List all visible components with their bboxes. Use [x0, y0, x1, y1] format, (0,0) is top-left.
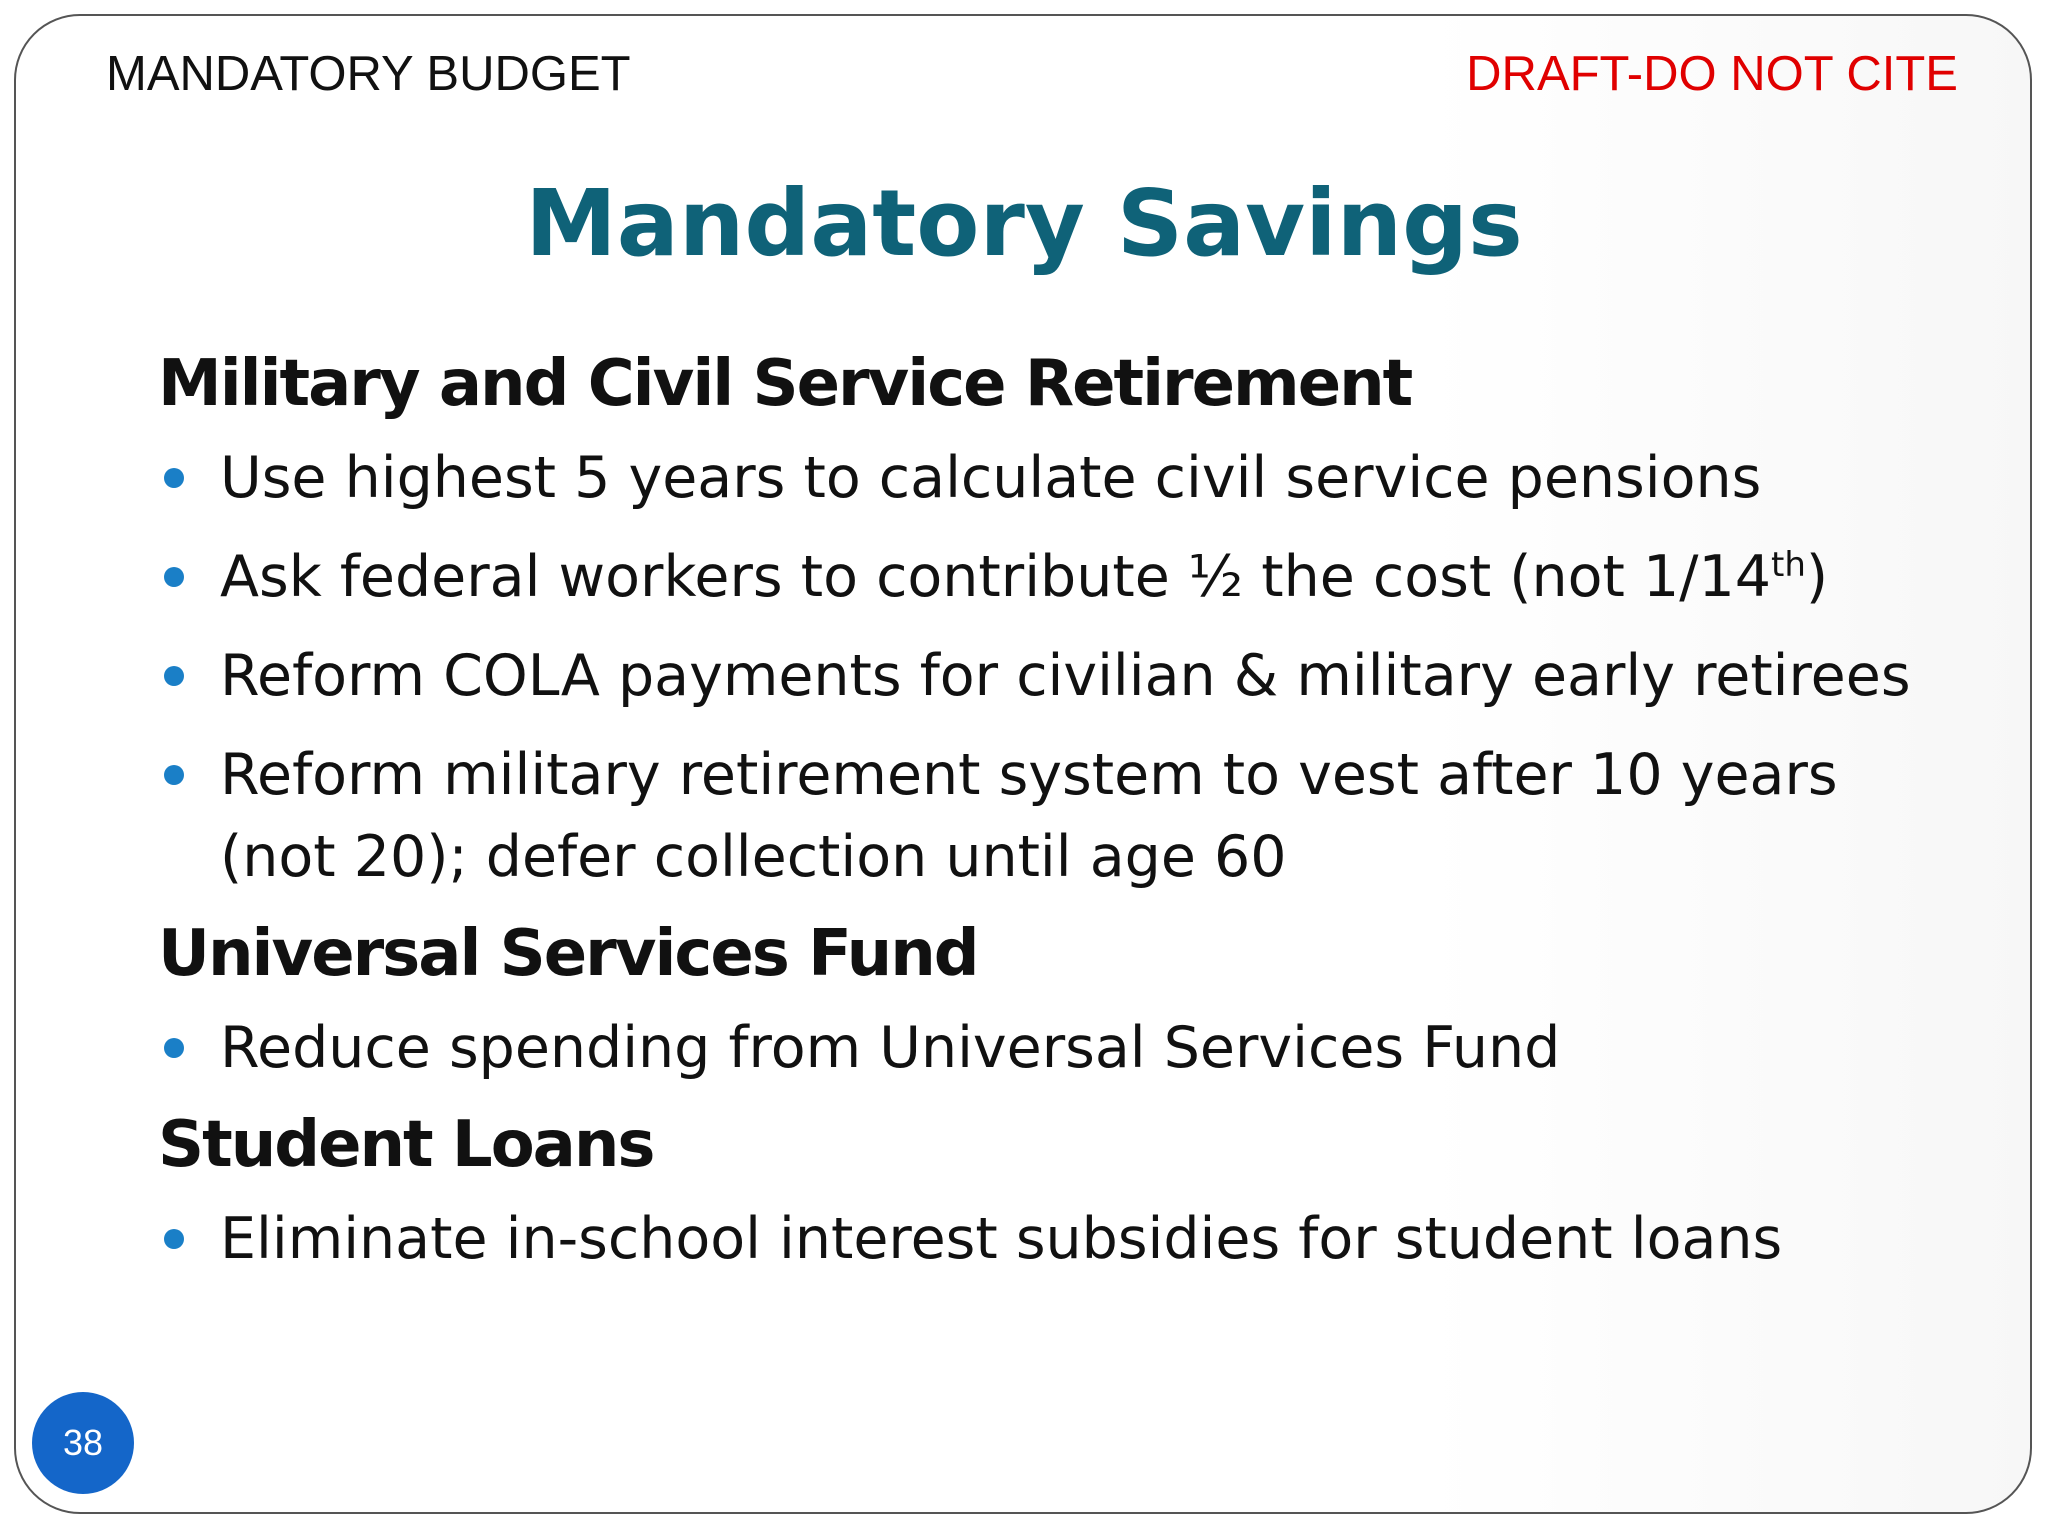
bullet-list-universal-services	[158, 1007, 1958, 1089]
bullet-dot-icon	[164, 468, 184, 488]
bullet-text-tail: )	[1805, 544, 1829, 610]
bullet-item	[158, 437, 1958, 519]
draft-notice: DRAFT-DO NOT CITE	[1466, 47, 1958, 101]
bullet-list-retirement	[158, 437, 1958, 898]
section-heading-retirement: Military and Civil Service Retirement	[158, 347, 1412, 421]
bullet-text: Ask federal workers to contribute ½ the cost (not 1/14	[220, 544, 1771, 610]
bullet-dot-icon	[164, 666, 184, 686]
bullet-dot-icon	[164, 1038, 184, 1058]
bullet-list-student-loans	[158, 1198, 1958, 1280]
header-label: MANDATORY BUDGET	[106, 47, 631, 101]
bullet-item	[158, 1007, 1958, 1089]
bullet-item	[158, 734, 1958, 898]
bullet-item	[158, 536, 1958, 618]
slide-content	[158, 345, 1958, 1297]
section-heading-student-loans: Student Loans	[158, 1108, 654, 1182]
bullet-dot-icon	[164, 567, 184, 587]
bullet-dot-icon	[164, 765, 184, 785]
bullet-item	[158, 1198, 1958, 1280]
page-number-badge: 38	[32, 1392, 134, 1494]
bullet-text-line2: (not 20); defer collection until age 60	[220, 824, 1287, 890]
bullet-dot-icon	[164, 1229, 184, 1249]
bullet-text: Use highest 5 years to calculate civil service pensions	[220, 445, 1762, 511]
slide-title: Mandatory Savings	[525, 170, 1523, 277]
bullet-text: Reform COLA payments for civilian & military early retirees	[220, 643, 1911, 709]
bullet-superscript: th	[1771, 545, 1806, 585]
bullet-text: Reduce spending from Universal Services Fund	[220, 1015, 1561, 1081]
bullet-item	[158, 635, 1958, 717]
bullet-text-line1: Reform military retirement system to vest after 10 years	[220, 742, 1838, 808]
section-heading-universal-services: Universal Services Fund	[158, 917, 978, 991]
bullet-text: Eliminate in-school interest subsidies for student loans	[220, 1206, 1783, 1272]
